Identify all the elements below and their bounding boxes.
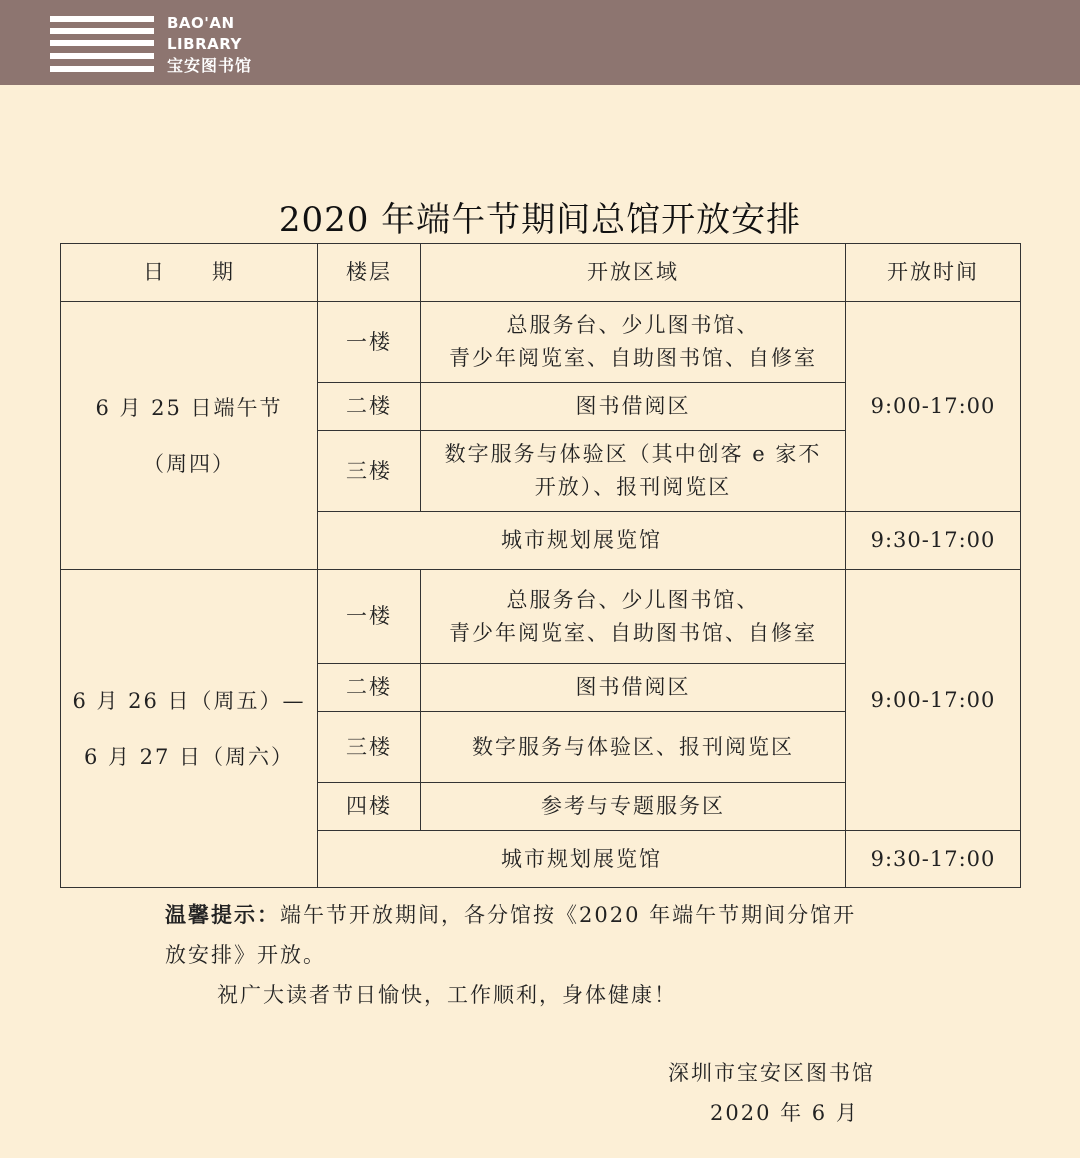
notice (165, 895, 925, 1015)
floor-cell: 二楼 (318, 664, 421, 712)
time-cell: 9:00-17:00 (846, 570, 1021, 831)
library-logo-text (167, 13, 252, 76)
table-row (61, 570, 1021, 664)
time-cell: 9:00-17:00 (846, 302, 1021, 512)
area-line: 数字服务与体验区（其中创客 e 家不 (444, 442, 822, 466)
area-cell: 参考与专题服务区 (421, 783, 846, 831)
floor-cell: 二楼 (318, 383, 421, 431)
area-line: 开放）、报刊阅览区 (534, 475, 732, 499)
date-cell-day2 (61, 570, 318, 888)
table-row (61, 302, 1021, 383)
header-area: 开放区域 (421, 244, 846, 302)
library-logo-icon (50, 16, 154, 72)
floor-cell: 四楼 (318, 783, 421, 831)
gallery-cell: 城市规划展览馆 (318, 831, 846, 888)
floor-cell: 三楼 (318, 712, 421, 783)
notice-line1 (165, 895, 925, 935)
time-cell: 9:30-17:00 (846, 831, 1021, 888)
area-cell (421, 302, 846, 383)
opening-schedule-table (60, 243, 1021, 888)
logo-en-line2: LIBRARY (167, 35, 242, 53)
notice-line2: 放安排》开放。 (165, 943, 326, 967)
date-line: 6 月 26 日（周五）— (72, 688, 306, 713)
floor-cell: 一楼 (318, 570, 421, 664)
header-date: 日 期 (61, 244, 318, 302)
area-cell (421, 570, 846, 664)
header-floor: 楼层 (318, 244, 421, 302)
date-line: （周四） (143, 451, 235, 476)
date-line: 6 月 25 日端午节 (95, 395, 283, 420)
area-cell: 图书借阅区 (421, 383, 846, 431)
area-line: 总服务台、少儿图书馆、 (506, 587, 760, 612)
signature-org: 深圳市宝安区图书馆 (668, 1061, 875, 1085)
header-time: 开放时间 (846, 244, 1021, 302)
logo-cn: 宝安图书馆 (167, 56, 253, 75)
notice-text: 端午节开放期间，各分馆按《2020 年端午节期间分馆开 (280, 903, 857, 927)
area-line: 青少年阅览室、自助图书馆、自修室 (449, 346, 817, 370)
date-line: 6 月 27 日（周六） (83, 744, 295, 769)
notice-label: 温馨提示： (165, 902, 280, 927)
gallery-cell: 城市规划展览馆 (318, 512, 846, 570)
date-cell-day1 (61, 302, 318, 570)
area-cell: 数字服务与体验区、报刊阅览区 (421, 712, 846, 783)
page-title: 2020 年端午节期间总馆开放安排 (278, 200, 802, 240)
logo-en-line1: BAO'AN (167, 14, 235, 32)
header-bar (0, 0, 1080, 85)
time-cell: 9:30-17:00 (846, 512, 1021, 570)
floor-cell: 三楼 (318, 431, 421, 512)
signature-date: 2020 年 6 月 (710, 1101, 859, 1125)
area-cell: 图书借阅区 (421, 664, 846, 712)
area-line: 总服务台、少儿图书馆、 (506, 313, 760, 337)
area-line: 青少年阅览室、自助图书馆、自修室 (449, 620, 817, 645)
area-cell (421, 431, 846, 512)
notice-wish: 祝广大读者节日愉快，工作顺利，身体健康！ (217, 983, 677, 1007)
floor-cell: 一楼 (318, 302, 421, 383)
table-header-row (61, 244, 1021, 302)
signature (668, 1053, 875, 1133)
